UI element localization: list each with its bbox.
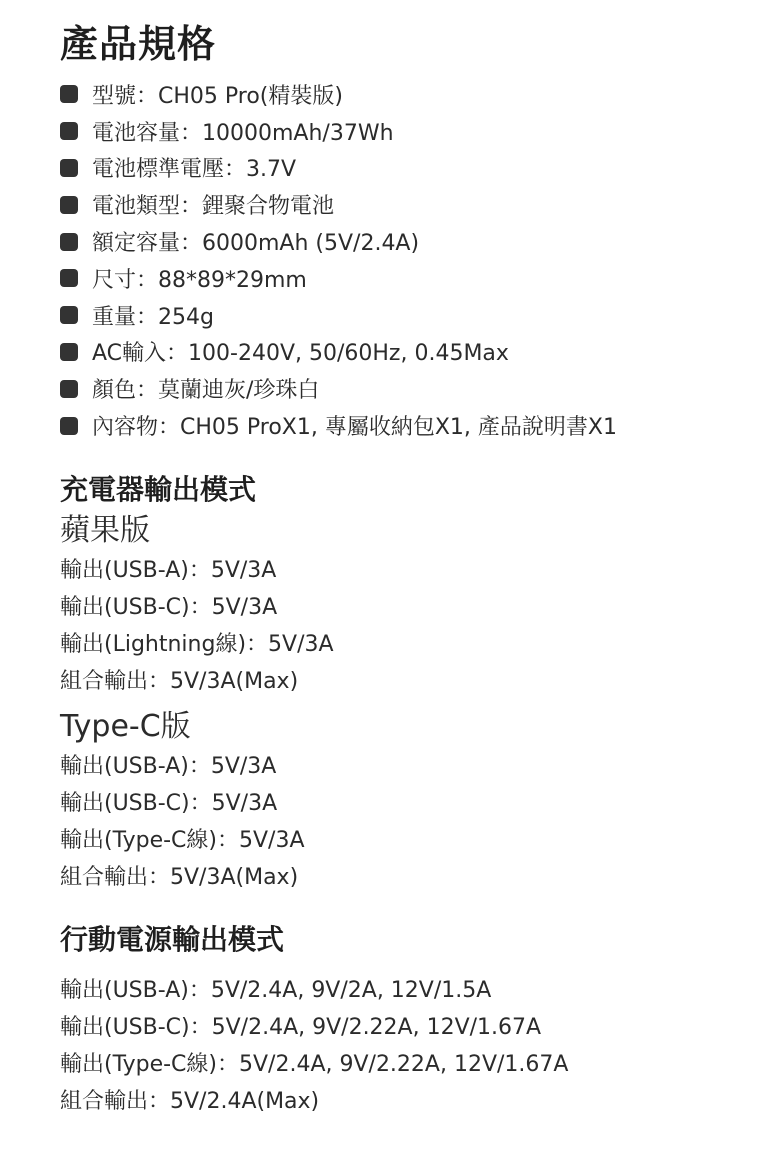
powerbank-output-section	[60, 920, 568, 1120]
spec-item	[60, 150, 760, 187]
output-line: 輸出(USB-C)：5V/2.4A, 9V/2.22A, 12V/1.67A	[60, 1015, 542, 1040]
output-line: 組合輸出：5V/3A(Max)	[60, 865, 299, 890]
spec-title: 產品規格	[60, 22, 217, 66]
product-spec-page	[60, 18, 760, 444]
apple-version-title: 蘋果版	[60, 513, 150, 548]
square-bullet-icon	[60, 417, 78, 435]
charger-output-section	[60, 470, 334, 896]
spec-item	[60, 334, 760, 371]
spec-item	[60, 113, 760, 150]
output-line: 輸出(USB-C)：5V/3A	[60, 791, 278, 816]
spec-item	[60, 186, 760, 223]
spec-list	[60, 76, 760, 444]
output-line: 組合輸出：5V/3A(Max)	[60, 669, 299, 694]
spec-item	[60, 297, 760, 334]
square-bullet-icon	[60, 159, 78, 177]
powerbank-section-title: 行動電源輸出模式	[60, 923, 285, 956]
square-bullet-icon	[60, 122, 78, 140]
charger-section-title: 充電器輸出模式	[60, 473, 257, 506]
spec-item	[60, 223, 760, 260]
output-line: 輸出(USB-A)：5V/2.4A, 9V/2A, 12V/1.5A	[60, 978, 492, 1003]
spec-item-text: 電池類型：鋰聚合物電池	[92, 194, 335, 220]
square-bullet-icon	[60, 306, 78, 324]
spec-item-text: 內容物：CH05 ProX1, 專屬收納包X1, 產品說明書X1	[92, 415, 617, 441]
typec-version-title: Type-C版	[60, 709, 191, 744]
output-line: 輸出(USB-A)：5V/3A	[60, 558, 277, 583]
square-bullet-icon	[60, 380, 78, 398]
square-bullet-icon	[60, 85, 78, 103]
spec-item	[60, 260, 760, 297]
output-line: 輸出(Type-C線)：5V/3A	[60, 828, 305, 853]
spec-item	[60, 370, 760, 407]
spec-item-text: 額定容量：6000mAh (5V/2.4A)	[92, 231, 420, 257]
output-line: 輸出(USB-A)：5V/3A	[60, 754, 277, 779]
spec-item-text: 電池容量：10000mAh/37Wh	[92, 120, 394, 146]
output-line: 組合輸出：5V/2.4A(Max)	[60, 1089, 320, 1114]
spec-item-text: 顏色：莫蘭迪灰/珍珠白	[92, 378, 320, 404]
output-line: 輸出(Lightning線)：5V/3A	[60, 632, 334, 657]
spec-item	[60, 407, 760, 444]
output-line: 輸出(USB-C)：5V/3A	[60, 595, 278, 620]
square-bullet-icon	[60, 269, 78, 287]
spec-item-text: 型號：CH05 Pro(精裝版)	[92, 83, 343, 109]
typec-version-block	[60, 706, 334, 896]
square-bullet-icon	[60, 233, 78, 251]
apple-version-block	[60, 510, 334, 700]
square-bullet-icon	[60, 343, 78, 361]
square-bullet-icon	[60, 196, 78, 214]
spec-item-text: 尺寸：88*89*29mm	[92, 267, 307, 293]
spec-item-text: 電池標準電壓：3.7V	[92, 157, 297, 183]
spec-item	[60, 76, 760, 113]
output-line: 輸出(Type-C線)：5V/2.4A, 9V/2.22A, 12V/1.67A	[60, 1052, 569, 1077]
spec-item-text: AC輸入：100-240V, 50/60Hz, 0.45Max	[92, 341, 509, 367]
spec-item-text: 重量：254g	[92, 304, 214, 330]
